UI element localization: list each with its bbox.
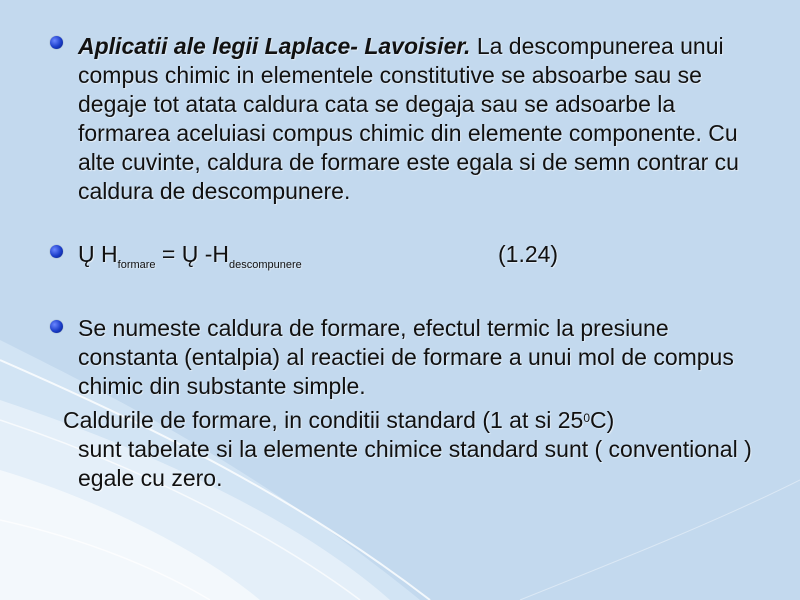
equation-h: H [101, 241, 118, 267]
bullet-icon [50, 245, 63, 258]
subscript-formare: formare [117, 259, 156, 271]
paragraph-continuation: sunt tabelate si la elemente chimice standard sunt ( conventional ) egale cu zero. [78, 436, 752, 491]
paragraph-line-end: C) [590, 407, 615, 433]
equation-line [78, 240, 638, 269]
superscript-degree: 0 [583, 411, 591, 425]
paragraph-caldura-formare [78, 314, 758, 401]
paragraph-line-start: Caldurile de formare, in conditii standard (1 at si 25 [63, 407, 584, 433]
delta-symbol: Ų [78, 241, 95, 267]
bullet-icon [50, 36, 63, 49]
subscript-descompunere: descompunere [229, 259, 302, 271]
equation-number: (1.24) [498, 241, 559, 267]
paragraph-calduri-standard [63, 406, 763, 493]
paragraph-body: La descompunerea unui compus chimic in elementele constitutive se absoarbe sau se degaje tot atata caldura cata se degaja sau se adsoarbe la formarea aceluiasi compus chimic din elemente componente. Cu alte cuvinte, caldura de formare este egala si de semn contrar cu caldura de descompunere. [78, 33, 739, 204]
bullet-icon [50, 320, 63, 333]
paragraph-title: Aplicatii ale legii Laplace- Lavoisier. [78, 33, 471, 59]
paragraph-body: Se numeste caldura de formare, efectul termic la presiune constanta (entalpia) al reactiei de formare a unui mol de compus chimic din substante simple. [78, 315, 734, 399]
equation-middle: = Ų -H [155, 241, 230, 267]
paragraph-laplace-lavoisier [78, 32, 758, 206]
